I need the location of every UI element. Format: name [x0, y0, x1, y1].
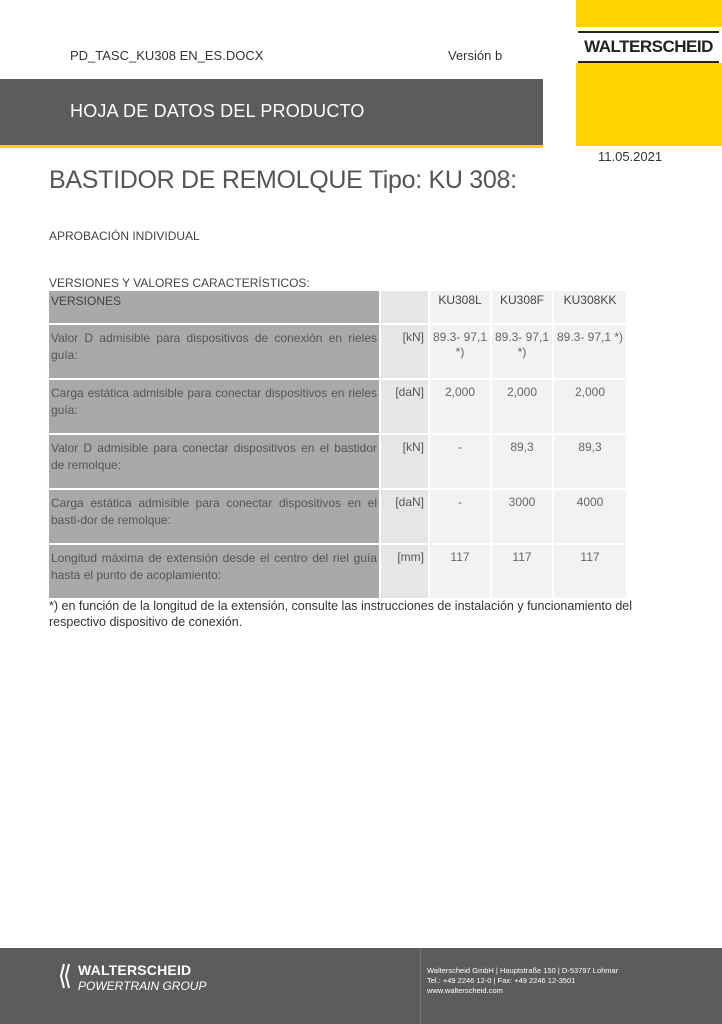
footnote: *) en función de la longitud de la extensión, consulte las instrucciones de instalación y funcionamiento del respectivo dispositivo de conexión. [49, 599, 633, 629]
footer-logo-tagline: POWERTRAIN GROUP [78, 979, 207, 993]
document-version: Versión b [448, 48, 503, 63]
table-header-cell: KU308L [430, 291, 490, 323]
table-row [49, 325, 626, 378]
footer-logo-name: WALTERSCHEID [78, 962, 192, 978]
row-value: 3000 [492, 490, 552, 543]
row-label: Longitud máxima de extensión desde el centro del riel guía hasta el punto de acoplamiento: [49, 545, 379, 598]
row-label: Valor D admisible para dispositivos de conexión en rieles guía: [49, 325, 379, 378]
table-row [49, 490, 626, 543]
row-value: - [430, 435, 490, 488]
table-header-cell: KU308KK [554, 291, 626, 323]
walterscheid-mark-icon [60, 963, 74, 989]
row-value: 89.3- 97,1 *) [492, 325, 552, 378]
row-label: Carga estática admisible para conectar dispositivos en rieles guía: [49, 380, 379, 433]
table-row [49, 545, 626, 598]
row-value: 89.3- 97,1 *) [430, 325, 490, 378]
footer-contact: Tel.: +49 2246 12-0 | Fax: +49 2246 12-3501 [427, 976, 576, 985]
specs-table [47, 289, 628, 600]
walterscheid-logo: WALTERSCHEID [578, 31, 719, 63]
page-title: BASTIDOR DE REMOLQUE Tipo: KU 308: [49, 166, 517, 194]
row-value: 89,3 [492, 435, 552, 488]
row-unit: [kN] [381, 435, 428, 488]
table-header-cell: KU308F [492, 291, 552, 323]
row-value: 4000 [554, 490, 626, 543]
table-header-row [49, 291, 626, 323]
document-id: PD_TASC_KU308 EN_ES.DOCX [70, 48, 264, 63]
table-header-cell [381, 291, 428, 323]
document-date: 11.05.2021 [598, 149, 663, 164]
row-value: 2,000 [554, 380, 626, 433]
row-value: - [430, 490, 490, 543]
footer-divider [420, 948, 421, 1024]
footer-website-link[interactable]: www.walterscheid.com [427, 986, 503, 995]
brand-yellow-block [576, 0, 722, 146]
row-label: Carga estática admisible para conectar dispositivos en el basti-dor de remolque: [49, 490, 379, 543]
section-title: VERSIONES Y VALORES CARACTERÍSTICOS: [49, 276, 310, 290]
approval-label: APROBACIÓN INDIVIDUAL [49, 229, 200, 243]
row-value: 117 [492, 545, 552, 598]
datasheet-heading: HOJA DE DATOS DEL PRODUCTO [70, 101, 365, 121]
row-unit: [kN] [381, 325, 428, 378]
table-header-cell: VERSIONES [49, 291, 379, 323]
footer-address: Walterscheid GmbH | Hauptstraße 150 | D-53797 Lohmar [427, 966, 619, 975]
row-value: 2,000 [430, 380, 490, 433]
row-value: 117 [554, 545, 626, 598]
table-row [49, 380, 626, 433]
header-band-underline [0, 145, 543, 148]
table-row [49, 435, 626, 488]
row-value: 117 [430, 545, 490, 598]
row-unit: [mm] [381, 545, 428, 598]
row-unit: [daN] [381, 380, 428, 433]
row-label: Valor D admisible para conectar dispositivos en el bastidor de remolque: [49, 435, 379, 488]
row-value: 2,000 [492, 380, 552, 433]
row-value: 89.3- 97,1 *) [554, 325, 626, 378]
row-value: 89,3 [554, 435, 626, 488]
row-unit: [daN] [381, 490, 428, 543]
